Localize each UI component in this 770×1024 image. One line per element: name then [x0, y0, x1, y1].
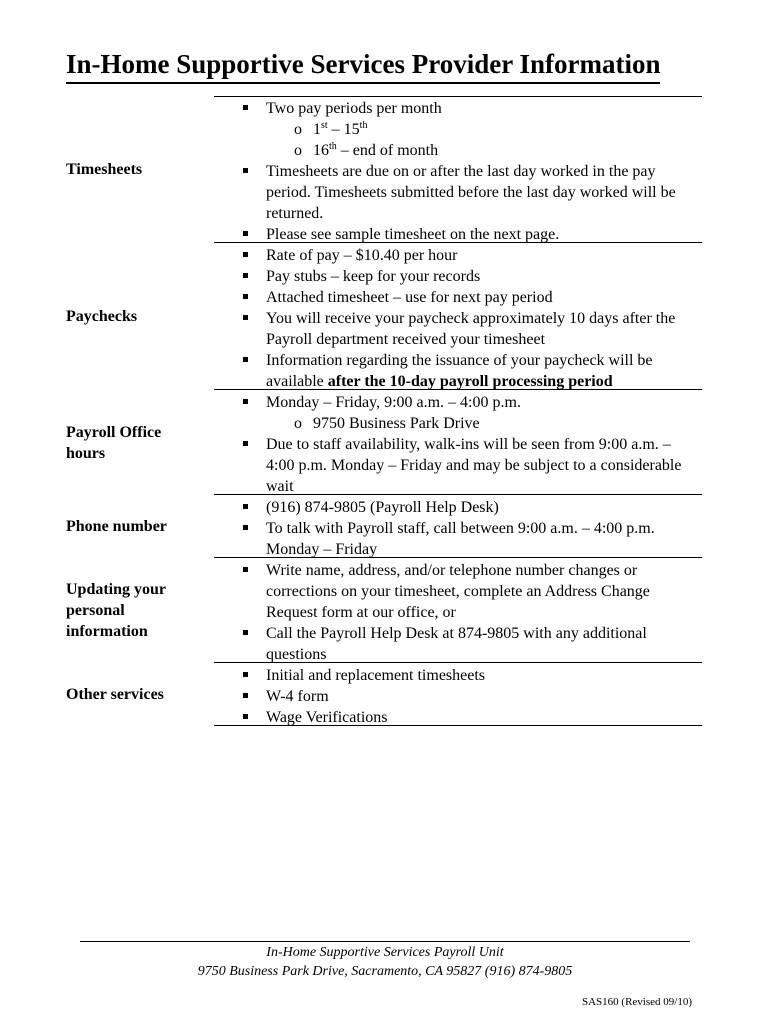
list-item: [214, 287, 702, 308]
square-bullet-icon: [243, 399, 248, 404]
bullet-list: [214, 96, 702, 243]
row-divider: [214, 96, 702, 97]
item-text: Wage Verifications: [266, 709, 388, 726]
list-item: [214, 623, 702, 665]
square-bullet-icon: [243, 672, 248, 677]
list-item: [214, 686, 702, 707]
square-bullet-icon: [243, 168, 248, 173]
item-text: To talk with Payroll staff, call between 9:00 a.m. – 4:00 p.m. Monday – Friday: [266, 520, 655, 558]
list-item: [214, 350, 702, 392]
ordinal-suffix: st: [321, 120, 328, 131]
section-timesheets: [66, 96, 702, 243]
form-id: SAS160 (Revised 09/10): [582, 996, 692, 1008]
list-item: [214, 266, 702, 287]
section-phone-number: [66, 495, 702, 558]
square-bullet-icon: [243, 714, 248, 719]
office-address: 9750 Business Park Drive: [313, 415, 480, 432]
sub-list: [266, 413, 702, 434]
square-bullet-icon: [243, 567, 248, 572]
item-text: Pay stubs – keep for your records: [266, 268, 481, 285]
item-text: Two pay periods per month: [266, 100, 442, 117]
sub-list-item: [266, 119, 702, 140]
list-item: [214, 308, 702, 350]
square-bullet-icon: [243, 357, 248, 362]
footer-divider: [80, 941, 690, 942]
square-bullet-icon: [243, 441, 248, 446]
section-label: Phone number: [66, 518, 167, 535]
square-bullet-icon: [243, 294, 248, 299]
square-bullet-icon: [243, 105, 248, 110]
item-text: Write name, address, and/or telephone number changes or corrections on your timesheet, complete an Address Change Request form at our office, or: [266, 562, 650, 621]
sub-list-item: [266, 140, 702, 161]
square-bullet-icon: [243, 504, 248, 509]
item-text: W-4 form: [266, 688, 329, 705]
item-bold-text: after the 10-day payroll processing period: [327, 373, 613, 390]
list-item: [214, 497, 702, 518]
item-text: (916) 874-9805 (Payroll Help Desk): [266, 499, 499, 516]
section-updating-personal-information: [66, 558, 702, 663]
list-item: [214, 161, 702, 224]
list-item: [214, 245, 702, 266]
section-paychecks: [66, 243, 702, 390]
square-bullet-icon: [243, 273, 248, 278]
circle-bullet-icon: o: [294, 415, 302, 432]
square-bullet-icon: [243, 231, 248, 236]
bullet-list: [214, 390, 702, 495]
square-bullet-icon: [243, 525, 248, 530]
item-text: Rate of pay – $10.40 per hour: [266, 247, 458, 264]
bullet-list: [214, 495, 702, 558]
list-item: [214, 518, 702, 560]
square-bullet-icon: [243, 693, 248, 698]
section-other-services: [66, 663, 702, 726]
list-item: [214, 224, 702, 245]
list-item: [214, 707, 702, 728]
square-bullet-icon: [243, 315, 248, 320]
sub-list: [266, 119, 702, 161]
square-bullet-icon: [243, 630, 248, 635]
bullet-list: [214, 243, 702, 390]
page-title: In-Home Supportive Services Provider Information: [66, 46, 660, 84]
item-text: Timesheets are due on or after the last day worked in the pay period. Timesheets submitted before the last day worked will be returned.: [266, 163, 676, 222]
footer-unit-name: In-Home Supportive Services Payroll Unit: [266, 945, 504, 960]
item-text: Call the Payroll Help Desk at 874-9805 with any additional questions: [266, 625, 647, 663]
dash-text: –: [327, 121, 344, 138]
list-item: [214, 434, 702, 497]
section-payroll-office-hours: [66, 390, 702, 495]
item-text: Information regarding the issuance of your paycheck will be available: [266, 352, 653, 390]
circle-bullet-icon: o: [294, 142, 302, 159]
section-label: Timesheets: [66, 161, 143, 178]
item-text: Please see sample timesheet on the next page.: [266, 226, 560, 243]
ordinal-suffix: th: [359, 120, 368, 131]
item-text: Monday – Friday, 9:00 a.m. – 4:00 p.m.: [266, 394, 521, 411]
item-text: Initial and replacement timesheets: [266, 667, 486, 684]
section-label: Payroll Office hours: [66, 423, 162, 462]
circle-bullet-icon: o: [294, 121, 302, 138]
section-label: Paychecks: [66, 308, 138, 325]
item-text: Attached timesheet – use for next pay period: [266, 289, 553, 306]
footer-address: 9750 Business Park Drive, Sacramento, CA 95827 (916) 874-9805: [197, 964, 573, 979]
list-item: [214, 98, 702, 161]
ordinal-suffix: th: [329, 141, 337, 152]
item-text: Due to staff availability, walk-ins will be seen from 9:00 a.m. – 4:00 p.m. Monday – Friday and may be subject to a considerable wait: [266, 436, 682, 495]
square-bullet-icon: [243, 252, 248, 257]
period-1-start: 1: [313, 121, 321, 138]
section-label: Updating your personal information: [66, 581, 166, 640]
period-1-end: 15: [343, 121, 360, 138]
section-label: Other services: [66, 686, 164, 703]
sub-list-item: [266, 413, 702, 434]
bullet-list: [214, 558, 702, 663]
info-table: [66, 96, 702, 726]
period-2-start: 16: [313, 142, 329, 159]
list-item: [214, 665, 702, 686]
list-item: [214, 560, 702, 623]
period-2-end: – end of month: [336, 142, 439, 159]
item-text: You will receive your paycheck approximately 10 days after the Payroll department received your timesheet: [266, 310, 676, 348]
bullet-list: [214, 663, 702, 726]
list-item: [214, 392, 702, 434]
